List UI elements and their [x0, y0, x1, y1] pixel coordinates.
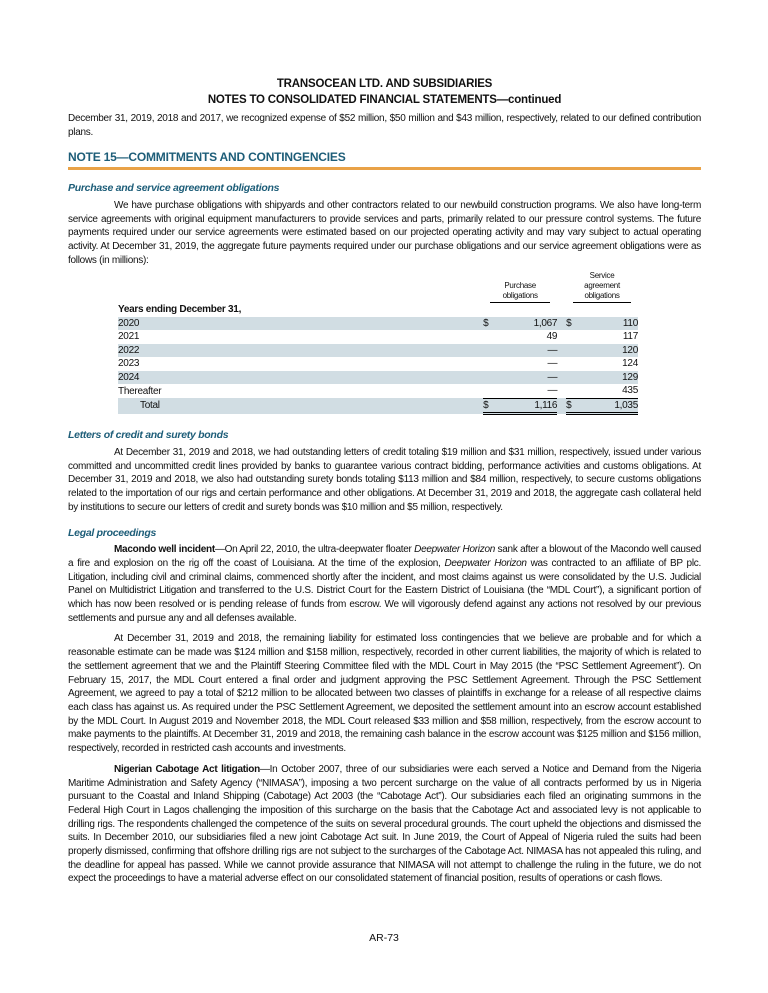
nigeria-paragraph: Nigerian Cabotage Act litigation—In October 2007, three of our subsidiaries were each served a Notice and Demand from the Nigeria Maritime Administration and Safety Agency (“NIMASA”), imposing a two percent surcharge on the value of all contracts performed by us in Nigeria pursuant to the Coastal and Inland Shipping (Cabotage) Act 2003 (the “Cabotage Act”). Our subsidiaries each filed an originating summons in the Federal High Court in Lagos challenging the imposition of this surcharge on the basis that the Cabotage Act and associated levy is not applicable to drilling rigs. The respondents challenged the competence of the suits on several procedural grounds. The court upheld the objections and dismissed the suits. In December 2010, our subsidiaries filed a new joint Cabotage Act suit. In June 2019, the Court of Appeal of Nigeria ruled the suits had been properly dismissed, confirming that offshore drilling rigs are not subject to the surcharges of the Cabotage Act. NIMASA has not appealed this ruling, and the deadline for appeal has passed. While we cannot provide assurance that NIMASA will not attempt to challenge the ruling in the future, we do not expect the proceedings to have a material adverse effect on our consolidated statement of financial position, results of operations or cash flows.	[68, 763, 701, 885]
purchase-heading: Purchase and service agreement obligations	[68, 182, 280, 195]
legal-heading: Legal proceedings	[68, 526, 157, 539]
table-row: 2022 — 120	[118, 344, 638, 356]
note-heading: NOTE 15—COMMITMENTS AND CONTINGENCIES	[68, 151, 701, 170]
row-header: Years ending December 31,	[118, 304, 242, 316]
macondo-paragraph: Macondo well incident—On April 22, 2010, the ultra-deepwater floater Deepwater Horizon sank after a blowout of the Macondo well caused a fire and explosion on the rig off the coast of Louisiana. At the time of the explosion, Deepwater Horizon was contracted to an affiliate of BP plc. Litigation, including civil and criminal claims, commenced shortly after the incident, and most claims against us were consolidated by the U.S. Judicial Panel on Multidistrict Litigation and transferred to the U.S. District Court for the Eastern District of Louisiana (the “MDL Court”), a significant portion of which has now been resolved or is pending release of funds from escrow. We will vigorously defend against any actions not resolved by our previous settlements and pursue any and all defenses available.	[68, 544, 702, 624]
table-row: 2021 49 117	[118, 331, 638, 343]
total-row: Total $ 1,116 $ 1,035	[118, 398, 638, 414]
letters-heading: Letters of credit and surety bonds	[68, 429, 229, 442]
col-service: Service agreement obligations	[573, 271, 631, 303]
table-row: 2023 — 124	[118, 358, 638, 370]
document-page	[68, 76, 701, 886]
obligations-table	[118, 271, 638, 415]
letters-paragraph: At December 31, 2019 and 2018, we had outstanding letters of credit totaling $19 million and $31 million, respectively, issued under various committed and uncommitted credit lines provided by banks to guarantee various contract bidding, performance activities and customs obligations. At December 31, 2019 and 2018, we also had outstanding surety bonds totaling $113 million and $84 million, respectively, to secure customs obligations related to the importation of our rigs and certain performance and other obligations. At December 31, 2019 and 2018, the aggregate cash collateral held by institutions to secure our letters of credit and surety bonds was $10 million and $5 million, respectively.	[68, 447, 701, 513]
table-row: 2020 $ 1,067 $ 110	[118, 317, 638, 329]
table-row: Thereafter — 435	[118, 385, 638, 397]
intro-paragraph: December 31, 2019, 2018 and 2017, we recognized expense of $52 million, $50 million and $43 million, respectively, related to our defined contribution plans.	[68, 113, 701, 138]
page-number: AR-73	[369, 932, 399, 944]
section-title: NOTES TO CONSOLIDATED FINANCIAL STATEMENTS—continued	[207, 94, 562, 106]
col-purchase: Purchase obligations	[490, 281, 550, 303]
purchase-paragraph: We have purchase obligations with shipyards and other contractors related to our newbuild construction programs. We also have long-term service agreements with original equipment manufacturers to provide services and parts, primarily related to our pressure control systems. The future payments required under our service agreements were estimated based on our projected operating activity and may vary subject to actual operating activity. At December 31, 2019, the aggregate future payments required under our purchase obligations and our service agreement obligations were as follows (in millions):	[68, 199, 701, 266]
table-row: 2024 — 129	[118, 371, 638, 383]
settlement-paragraph: At December 31, 2019 and 2018, the remaining liability for estimated loss contingencies that we believe are probable and for which a reasonable estimate can be made was $124 million and $158 million, respectively, recorded in other current liabilities, the majority of which is related to the settlement agreement that we and the Plaintiff Steering Committee filed with the MDL Court in May 2015 (the “PSC Settlement Agreement”). On February 15, 2017, the MDL Court entered a final order and judgment approving the PSC Settlement Agreement. Through the PSC Settlement Agreement, we agreed to pay a total of $212 million to be allocated between two classes of plaintiffs in exchange for a release of all respective claims each class has against us. As required under the PSC Settlement Agreement, we deposited the settlement amount into an escrow account established by the MDL Court. In August 2019 and November 2018, the MDL Court released $33 million and $58 million, respectively, from the escrow account to make payments to the plaintiffs. At December 31, 2019 and 2018, the remaining cash balance in the escrow account was $125 million and $156 million, respectively, recorded in restricted cash accounts and investments.	[68, 633, 701, 755]
company-title: TRANSOCEAN LTD. AND SUBSIDIARIES	[276, 78, 493, 90]
